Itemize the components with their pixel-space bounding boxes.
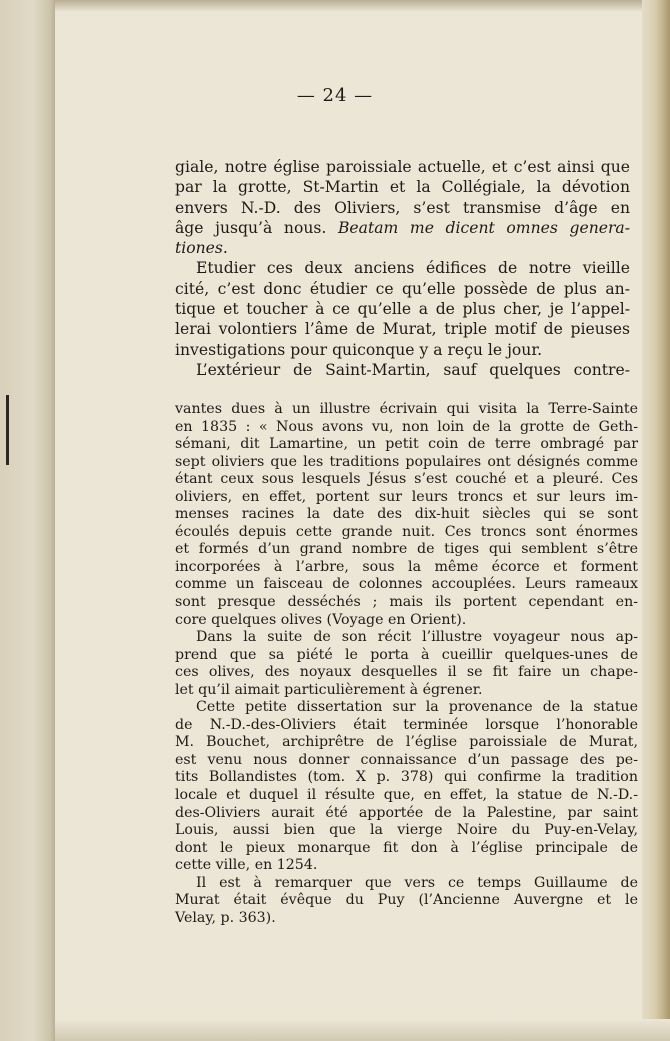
note-line: dont le pieux monarque fit don à l’église principale de: [175, 839, 638, 856]
main-text-block: [175, 157, 630, 380]
text-line: L’extérieur de Saint-Martin, sauf quelques contre-: [196, 360, 630, 379]
note-line: Murat était évêque du Puy (l’Ancienne Auvergne et le: [175, 892, 638, 909]
text-run: âge jusqu’à nous.: [175, 218, 327, 237]
paragraph-3: [175, 360, 630, 380]
note-line: comme un faisceau de colonnes accouplées. Leurs rameaux: [175, 576, 638, 593]
latin-quote-end: tiones.: [175, 239, 228, 258]
right-page-edge: [642, 0, 670, 1041]
note-line: et formés d’un grand nombre de tiges qui semblent s’être: [175, 541, 638, 558]
latin-quote: Beatam me dicent omnes genera-: [337, 218, 630, 237]
note-line: Dans la suite de son récit l’illustre voyageur nous ap-: [196, 629, 638, 646]
note-line: sémani, dit Lamartine, un petit coin de terre ombragé par: [175, 436, 638, 453]
note-paragraph-3: [175, 699, 638, 874]
note-line: des-Oliviers aurait été apportée de la Palestine, par saint: [175, 804, 638, 821]
note-line: Louis, aussi bien que la vierge Noire du Puy-en-Velay,: [175, 822, 638, 839]
text-line: par la grotte, St-Martin et la Collégiale, la dévotion: [175, 178, 630, 197]
note-line: écoulés depuis cette grande nuit. Ces troncs sont énormes: [175, 523, 638, 540]
note-line: étant ceux sous lesquels Jésus s’est couché et a pleuré. Ces: [175, 471, 638, 488]
note-line: locale et duquel il résulte que, en effet, la statue de N.-D.-: [175, 787, 638, 804]
note-line: incorporées à l’arbre, sous la même écorce et forment: [175, 558, 638, 575]
text-line: cité, c’est donc étudier ce qu’elle possède de plus an-: [175, 279, 630, 298]
note-line: menses racines la date des dix-huit siècles qui se sont: [175, 506, 638, 523]
text-line: giale, notre église paroissiale actuelle, et c’est ainsi que: [175, 158, 630, 176]
footnote-block: [175, 401, 638, 927]
text-line: Etudier ces deux anciens édifices de notre vieille: [196, 259, 630, 278]
note-line: Velay, p. 363).: [175, 909, 276, 926]
note-line: cette ville, en 1254.: [175, 857, 318, 874]
top-page-shadow: [55, 0, 670, 12]
note-paragraph-2: [175, 629, 638, 699]
note-line: de N.-D.-des-Oliviers était terminée lorsque l’honorable: [175, 716, 638, 733]
note-line: core quelques olives (Voyage en Orient).: [175, 611, 467, 628]
binding-strip: [0, 0, 55, 1041]
note-line: M. Bouchet, archiprêtre de l’église paroissiale de Murat,: [175, 734, 638, 751]
text-line: lerai volontiers l’âme de Murat, triple motif de pieuses: [175, 320, 630, 339]
text-line: tique et toucher à ce qu’elle a de plus cher, je l’appel-: [175, 300, 630, 319]
note-line: sept oliviers que les traditions populaires ont désignés comme: [175, 453, 638, 470]
text-line-mixed: [175, 218, 630, 238]
note-line: est venu nous donner connaissance d’un passage des pe-: [175, 751, 638, 768]
page-number: — 24 —: [296, 85, 374, 106]
note-line: sont presque desséchés ; mais ils portent cependant en-: [175, 594, 638, 611]
note-line: Cette petite dissertation sur la provenance de la statue: [196, 699, 638, 716]
note-paragraph-4: [175, 875, 638, 928]
note-line: en 1835 : « Nous avons vu, non loin de la grotte de Geth-: [175, 418, 638, 435]
text-line: envers N.-D. des Oliviers, s’est transmise d’âge en: [175, 198, 630, 217]
note-line: Il est à remarquer que vers ce temps Guillaume de: [196, 874, 638, 891]
note-paragraph-1: [175, 401, 638, 629]
note-line: oliviers, en effet, portent sur leurs troncs et sur leurs im-: [175, 488, 638, 505]
note-line: let qu’il aimait particulièrement à égrener.: [175, 681, 483, 698]
note-line: ces olives, des noyaux desquelles il se fit faire un chape-: [175, 664, 638, 681]
paragraph-2: [175, 258, 630, 359]
note-line: tits Bollandistes (tom. X p. 378) qui confirme la tradition: [175, 769, 638, 786]
bottom-page-edge: [55, 1019, 670, 1041]
paragraph-1: [175, 157, 630, 258]
note-line: prend que sa piété le porta à cueillir quelques-unes de: [175, 646, 638, 663]
text-line: investigations pour quiconque y a reçu le jour.: [175, 340, 543, 359]
note-line: vantes dues à un illustre écrivain qui visita la Terre-Sainte: [175, 401, 638, 417]
